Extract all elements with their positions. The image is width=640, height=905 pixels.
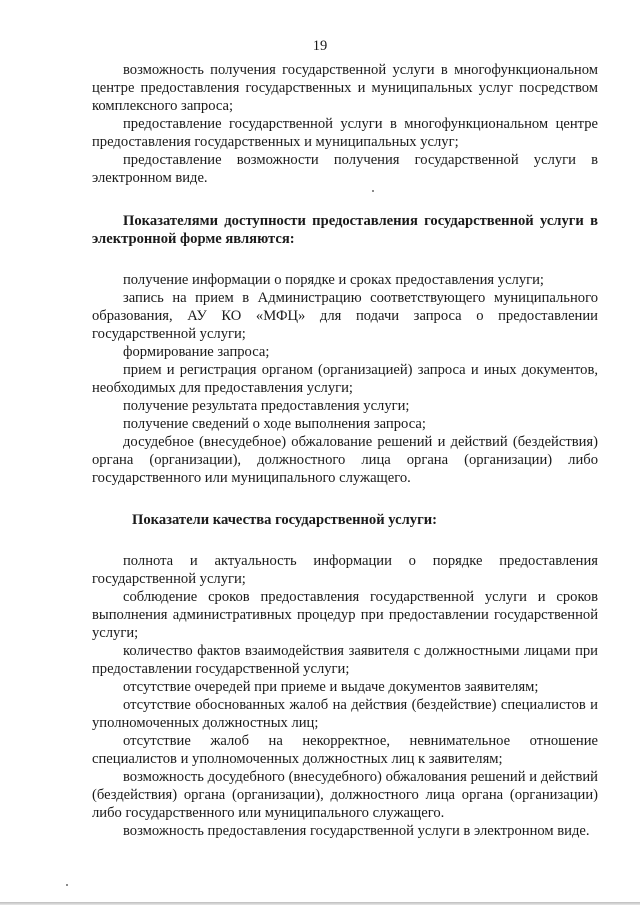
list-item: получение сведений о ходе выполнения запроса; xyxy=(123,416,426,432)
section-heading-accessibility: Показателями доступности предоставления государственной услуги в электронной форме являются: xyxy=(92,213,598,247)
list-item: формирование запроса; xyxy=(123,344,270,360)
list-item: запись на прием в Администрацию соответствующего муниципального образования, АУ КО «МФЦ» для подачи запроса о предоставлении государственной услуги; xyxy=(92,290,598,342)
list-item: прием и регистрация органом (организацией) запроса и иных документов, необходимых для предоставления услуги; xyxy=(92,362,598,396)
document-body xyxy=(92,61,598,840)
list-item: соблюдение сроков предоставления государственной услуги и сроков выполнения административных процедур при предоставлении государственной услуги; xyxy=(92,589,598,641)
list-item: получение информации о порядке и сроках предоставления услуги; xyxy=(123,272,544,288)
list-item: отсутствие очередей при приеме и выдаче документов заявителям; xyxy=(123,679,539,695)
list-item: отсутствие жалоб на некорректное, невнимательное отношение специалистов и уполномоченных должностных лиц к заявителям; xyxy=(92,733,598,767)
list-item: возможность предоставления государственной услуги в электронном виде. xyxy=(123,823,590,839)
list-item: досудебное (внесудебное) обжалование решений и действий (бездействия) органа (организации), должностного лица органа (организации) либо государственного или муниципального служащего. xyxy=(92,434,598,486)
scan-speck xyxy=(66,884,68,886)
list-item: полнота и актуальность информации о порядке предоставления государственной услуги; xyxy=(92,553,598,587)
list-item: получение результата предоставления услуги; xyxy=(123,398,410,414)
page-number: 19 xyxy=(312,38,328,54)
paragraph: предоставление возможности получения государственной услуги в электронном виде. xyxy=(92,152,598,186)
list-item: возможность досудебного (внесудебного) обжалования решений и действий (бездействия) органа (организации), должностного лица органа (организации) либо государственного или муниципального служащего. xyxy=(92,769,598,821)
paragraph: предоставление государственной услуги в многофункциональном центре предоставления государственных и муниципальных услуг; xyxy=(92,116,598,150)
paragraph: возможность получения государственной услуги в многофункциональном центре предоставления государственных и муниципальных услуг посредством комплексного запроса; xyxy=(92,62,598,114)
list-item: отсутствие обоснованных жалоб на действия (бездействие) специалистов и уполномоченных должностных лиц; xyxy=(92,697,598,731)
scan-speck xyxy=(372,190,374,192)
section-heading-quality: Показатели качества государственной услуги: xyxy=(132,512,437,528)
list-item: количество фактов взаимодействия заявителя с должностными лицами при предоставлении государственной услуги; xyxy=(92,643,598,677)
